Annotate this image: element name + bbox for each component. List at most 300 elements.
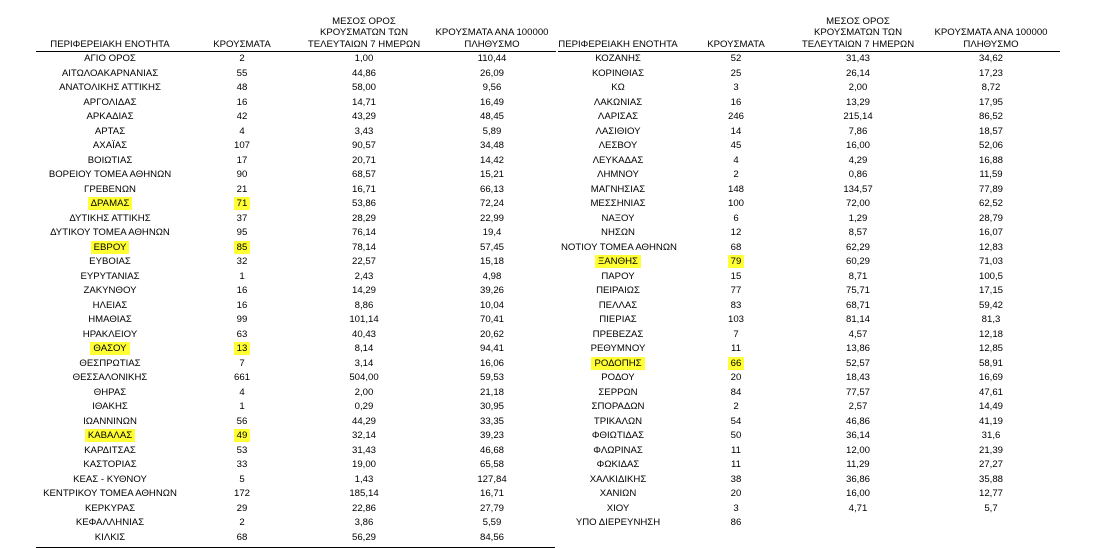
cases-header: ΚΡΟΥΣΜΑΤΑ — [707, 38, 765, 50]
avg7-cell: 62,29 — [845, 241, 870, 253]
avg7-cell: 77,57 — [845, 386, 870, 398]
avg7-cell: 78,14 — [351, 241, 376, 253]
table-row — [558, 110, 1060, 125]
cases-cell: 16 — [236, 299, 248, 311]
avg7-cell: 0,86 — [848, 169, 868, 180]
avg7-cell: 185,14 — [349, 488, 379, 499]
cases-cell: 107 — [233, 140, 250, 151]
per100k-cell: 21,18 — [479, 386, 504, 398]
avg7-cell: 32,14 — [351, 430, 376, 441]
avg7-cell: 44,86 — [351, 67, 376, 79]
avg7-cell: 44,29 — [351, 415, 376, 427]
avg7-cell: 1,00 — [354, 53, 374, 64]
table-row — [558, 212, 1060, 227]
left-table-header — [36, 7, 556, 52]
table-row — [36, 139, 556, 154]
per100k-cell: 81,3 — [981, 314, 1001, 325]
per100k-cell: 5,59 — [482, 517, 502, 528]
region-cell: ΖΑΚΥΝΘΟΥ — [83, 285, 137, 296]
table-row — [558, 415, 1060, 430]
cases-cell: 86 — [730, 517, 742, 528]
table-row — [558, 299, 1060, 314]
per100k-cell: 14,42 — [479, 154, 504, 166]
cases-cell: 2 — [733, 401, 739, 412]
table-row — [558, 255, 1060, 270]
avg7-cell: 14,71 — [351, 96, 376, 108]
region-cell: ΧΑΛΚΙΔΙΚΗΣ — [589, 473, 647, 485]
table-row — [36, 313, 556, 328]
table-row — [558, 313, 1060, 328]
cases-cell: 66 — [678, 357, 794, 372]
cases-cell: 12 — [730, 227, 742, 238]
cases-cell: 20 — [730, 488, 742, 499]
avg7-cell: 19,00 — [351, 459, 376, 470]
cases-cell: 1 — [239, 401, 245, 412]
table-row — [36, 183, 556, 198]
cases-cell: 14 — [730, 125, 742, 137]
table-row — [558, 487, 1060, 502]
region-cell: ΚΑΣΤΟΡΙΑΣ — [83, 459, 137, 470]
table-row — [558, 270, 1060, 285]
cases-cell: 11 — [731, 343, 741, 354]
cases-cell: 16 — [730, 96, 742, 108]
cases-cell: 11 — [731, 444, 741, 456]
region-cell: ΒΟΙΩΤΙΑΣ — [87, 154, 133, 166]
per100k-cell: 20,62 — [479, 328, 504, 340]
avg7-cell: 81,14 — [845, 314, 870, 325]
region-cell: ΧΙΟΥ — [606, 502, 630, 514]
region-cell: ΛΗΜΝΟΥ — [597, 169, 639, 180]
region-cell: ΚΕΑΣ - ΚΥΘΝΟΥ — [73, 473, 147, 485]
avg7-cell: 68,57 — [351, 169, 376, 180]
table-row — [558, 284, 1060, 299]
per100k-cell: 12,77 — [978, 488, 1003, 499]
per100k-cell: 59,53 — [479, 372, 504, 383]
cases-cell: 4 — [733, 154, 739, 166]
per100k-cell: 26,09 — [479, 67, 504, 79]
left-table-body — [36, 52, 556, 545]
table-row — [558, 52, 1060, 67]
avg7-cell: 1,43 — [354, 473, 374, 485]
region-cell: ΗΛΕΙΑΣ — [92, 299, 128, 311]
per100k-cell: 17,23 — [978, 67, 1003, 79]
cases-cell: 55 — [236, 67, 248, 79]
region-cell: ΑΝΑΤΟΛΙΚΗΣ ΑΤΤΙΚΗΣ — [59, 82, 161, 93]
per100k-cell: 12,83 — [978, 241, 1003, 253]
cases-cell: 1 — [239, 270, 245, 282]
per100k-cell: 41,19 — [978, 415, 1003, 427]
cases-cell: 11 — [731, 459, 741, 470]
per100k-cell: 12,85 — [978, 343, 1003, 354]
region-cell: ΑΡΤΑΣ — [94, 125, 126, 137]
table-row — [558, 168, 1060, 183]
per100k-cell: 84,56 — [479, 531, 504, 543]
region-cell: ΚΕΦΑΛΛΗΝΙΑΣ — [75, 517, 145, 528]
right-table-header — [558, 7, 1060, 52]
table-row — [558, 502, 1060, 517]
cases-cell: 56 — [236, 415, 248, 427]
per100k-cell: 66,13 — [479, 183, 504, 195]
table-row — [36, 125, 556, 140]
per100k-cell: 100,5 — [978, 270, 1003, 282]
table-row — [36, 444, 556, 459]
avg7-cell: 56,29 — [351, 531, 376, 543]
table-row — [558, 342, 1060, 357]
cases-cell: 5 — [239, 473, 245, 485]
avg7-cell: 4,71 — [848, 502, 868, 514]
region-cell: ΚΩ — [611, 82, 625, 93]
region-cell: ΘΗΡΑΣ — [93, 386, 127, 398]
table-row — [36, 516, 556, 531]
per100k-cell: 46,68 — [479, 444, 504, 456]
per100k-cell: 110,44 — [477, 53, 507, 64]
region-cell: ΔΥΤΙΚΟΥ ΤΟΜΕΑ ΑΘΗΝΩΝ — [50, 227, 170, 238]
per100k-cell: 39,23 — [479, 430, 504, 441]
table-row — [558, 429, 1060, 444]
per100k-cell: 21,39 — [978, 444, 1003, 456]
table-row — [558, 400, 1060, 415]
region-cell: ΝΟΤΙΟΥ ΤΟΜΕΑ ΑΘΗΝΩΝ — [561, 241, 677, 253]
per100k-cell: 16,49 — [479, 96, 504, 108]
avg7-cell: 2,43 — [354, 270, 374, 282]
cases-cell: 50 — [730, 430, 742, 441]
right-table — [558, 7, 1060, 531]
region-cell: ΛΕΣΒΟΥ — [598, 140, 638, 151]
region-cell: ΠΕΙΡΑΙΩΣ — [596, 285, 640, 296]
cases-cell: 45 — [730, 140, 742, 151]
per100k-cell: 65,58 — [479, 459, 504, 470]
cases-cell: 48 — [236, 82, 248, 93]
avg7-cell: 58,00 — [351, 82, 376, 93]
avg7-cell: 22,86 — [351, 502, 376, 514]
cases-cell: 63 — [236, 328, 248, 340]
table-row — [36, 52, 556, 67]
cases-cell: 77 — [730, 285, 742, 296]
per100k-cell: 17,95 — [978, 96, 1003, 108]
region-cell: ΝΗΣΩΝ — [601, 227, 635, 238]
region-cell: ΡΟΔΟΠΗΣ — [558, 357, 678, 372]
per100k-cell: 16,88 — [978, 154, 1003, 166]
avg7-cell: 2,00 — [848, 82, 868, 93]
cases-cell: 71 — [184, 197, 300, 212]
avg7-cell: 4,29 — [848, 154, 868, 166]
region-cell: ΞΑΝΘΗΣ — [558, 255, 678, 270]
region-cell: ΡΕΘΥΜΝΟΥ — [590, 343, 646, 354]
avg7-cell: 22,57 — [351, 256, 376, 267]
cases-cell: 172 — [233, 488, 250, 499]
avg7-cell: 7,86 — [848, 125, 868, 137]
table-row — [36, 415, 556, 430]
per100k-cell: 12,18 — [978, 328, 1003, 340]
cases-cell: 661 — [233, 372, 250, 383]
avg7-cell: 13,29 — [845, 96, 870, 108]
table-row — [36, 429, 556, 444]
table-row — [558, 67, 1060, 82]
cases-cell: 29 — [236, 502, 248, 514]
cases-cell: 49 — [184, 429, 300, 444]
cases-cell: 90 — [236, 169, 248, 180]
avg7-cell: 16,00 — [845, 140, 870, 151]
region-cell: ΑΡΓΟΛΙΔΑΣ — [83, 96, 137, 108]
region-cell: ΚΟΖΑΝΗΣ — [595, 53, 641, 64]
region-cell: ΚΑΒΑΛΑΣ — [36, 429, 184, 444]
per100k-cell: 16,71 — [479, 488, 504, 499]
avg7-cell: 46,86 — [845, 415, 870, 427]
avg7-cell: 40,43 — [351, 328, 376, 340]
avg7-cell: 8,86 — [354, 299, 374, 311]
per100k-cell: 28,79 — [978, 212, 1003, 224]
per100k-cell: 17,15 — [978, 285, 1003, 296]
cases-cell: 68 — [236, 531, 248, 543]
avg7-cell: 43,29 — [351, 111, 376, 122]
region-cell: ΠΡΕΒΕΖΑΣ — [592, 328, 644, 340]
per100k-cell: 16,69 — [978, 372, 1003, 383]
region-cell: ΠΙΕΡΙΑΣ — [599, 314, 637, 325]
avg7-cell: 101,14 — [349, 314, 379, 325]
per100k-cell: 18,57 — [978, 125, 1003, 137]
region-cell: ΒΟΡΕΙΟΥ ΤΟΜΕΑ ΑΘΗΝΩΝ — [48, 169, 172, 180]
per100k-cell: 34,62 — [978, 53, 1003, 64]
table-row — [36, 502, 556, 517]
avg7-cell: 3,14 — [354, 357, 374, 369]
table-row — [36, 67, 556, 82]
per100k-cell: 34,48 — [479, 140, 504, 151]
avg7-cell: 76,14 — [351, 227, 376, 238]
per100k-cell: 14,49 — [978, 401, 1003, 412]
cases-cell: 13 — [184, 342, 300, 357]
region-cell: ΧΑΝΙΩΝ — [599, 488, 637, 499]
cases-cell: 17 — [236, 154, 248, 166]
cases-cell: 100 — [727, 198, 744, 209]
region-cell: ΚΕΡΚΥΡΑΣ — [84, 502, 135, 514]
cases-cell: 85 — [184, 241, 300, 256]
region-cell: ΦΩΚΙΔΑΣ — [596, 459, 640, 470]
table-row — [558, 154, 1060, 169]
cases-cell: 7 — [239, 357, 245, 369]
avg7-cell: 31,43 — [845, 53, 870, 64]
table-row — [36, 400, 556, 415]
table-row — [36, 299, 556, 314]
table-row — [558, 371, 1060, 386]
avg7-cell: 20,71 — [351, 154, 376, 166]
region-cell: ΑΙΤΩΛΟΑΚΑΡΝΑΝΙΑΣ — [61, 67, 159, 79]
region-cell: ΥΠΟ ΔΙΕΡΕΥΝΗΣΗ — [575, 517, 661, 528]
avg7-cell: 504,00 — [349, 372, 379, 383]
per100k-cell: 70,41 — [479, 314, 504, 325]
avg7-cell: 11,29 — [846, 459, 870, 470]
per100k-cell: 19,4 — [482, 227, 502, 238]
per100k-cell: 15,18 — [479, 256, 504, 267]
table-row — [558, 183, 1060, 198]
cases-cell: 54 — [730, 415, 742, 427]
table-row — [558, 473, 1060, 488]
cases-cell: 2 — [239, 517, 245, 528]
table-row — [558, 197, 1060, 212]
cases-cell: 52 — [730, 53, 742, 64]
region-cell: ΔΥΤΙΚΗΣ ΑΤΤΙΚΗΣ — [69, 212, 151, 224]
cases-cell: 15 — [730, 270, 742, 282]
avg7-cell: 90,57 — [351, 140, 376, 151]
per100k-cell: 27,27 — [978, 459, 1003, 470]
per100k-cell: 71,03 — [978, 256, 1003, 267]
region-cell: ΠΑΡΟΥ — [601, 270, 635, 282]
table-row — [36, 357, 556, 372]
region-cell: ΘΕΣΠΡΩΤΙΑΣ — [79, 357, 141, 369]
table-row — [36, 168, 556, 183]
left-table — [36, 7, 556, 545]
per100k-cell: 16,07 — [978, 227, 1003, 238]
avg7-header: ΜΕΣΟΣ ΟΡΟΣ ΚΡΟΥΣΜΑΤΩΝ ΤΩΝ ΤΕΛΕΥΤΑΙΩΝ 7 ΗΜΕΡΩΝ — [801, 16, 915, 50]
region-cell: ΑΡΚΑΔΙΑΣ — [86, 111, 134, 122]
region-cell: ΜΕΣΣΗΝΙΑΣ — [590, 198, 646, 209]
cases-cell: 42 — [236, 111, 248, 122]
region-cell: ΗΡΑΚΛΕΙΟΥ — [82, 328, 138, 340]
per100k-cell: 27,79 — [479, 502, 504, 514]
cases-cell: 79 — [678, 255, 794, 270]
per100k-cell: 52,06 — [978, 140, 1003, 151]
per100k-cell: 5,7 — [984, 502, 998, 514]
table-row — [36, 328, 556, 343]
avg7-cell: 3,86 — [354, 517, 374, 528]
per100k-cell: 15,21 — [479, 169, 504, 180]
cases-cell: 3 — [733, 502, 739, 514]
avg7-cell: 3,43 — [354, 125, 374, 137]
cases-cell: 83 — [730, 299, 742, 311]
per100k-cell: 62,52 — [978, 198, 1003, 209]
avg7-cell: 4,57 — [848, 328, 868, 340]
per100k-cell: 48,45 — [479, 111, 504, 122]
table-row — [36, 81, 556, 96]
table-row — [36, 284, 556, 299]
per100k-cell: 33,35 — [479, 415, 504, 427]
per100k-header: ΚΡΟΥΣΜΑΤΑ ΑΝΑ 100000 ΠΛΗΘΥΣΜΟ — [435, 27, 549, 50]
per100k-cell: 5,89 — [482, 125, 502, 137]
table-row — [558, 444, 1060, 459]
region-cell: ΚΟΡΙΝΘΙΑΣ — [591, 67, 645, 79]
region-cell: ΚΑΡΔΙΤΣΑΣ — [84, 444, 136, 456]
per100k-cell: 58,91 — [978, 357, 1003, 369]
region-cell: ΛΑΡΙΣΑΣ — [597, 111, 639, 122]
table-row — [558, 328, 1060, 343]
cases-cell: 103 — [727, 314, 744, 325]
per100k-cell: 30,95 — [479, 401, 504, 412]
region-cell: ΚΙΛΚΙΣ — [94, 531, 126, 543]
per100k-cell: 4,98 — [482, 270, 502, 282]
per100k-cell: 127,84 — [477, 473, 507, 485]
avg7-cell: 36,14 — [845, 430, 870, 441]
cases-cell: 16 — [236, 96, 248, 108]
cases-cell: 25 — [730, 67, 742, 79]
table-row — [558, 226, 1060, 241]
region-cell: ΦΛΩΡΙΝΑΣ — [593, 444, 643, 456]
avg7-cell: 53,86 — [351, 198, 376, 209]
avg7-cell: 2,00 — [354, 386, 374, 398]
per100k-cell: 35,88 — [978, 473, 1003, 485]
per100k-cell: 22,99 — [479, 212, 504, 224]
per100k-cell: 72,24 — [479, 198, 504, 209]
per100k-cell — [922, 516, 1060, 531]
per100k-cell: 59,42 — [978, 299, 1003, 311]
avg7-cell: 134,57 — [843, 183, 873, 195]
per100k-cell: 8,72 — [981, 82, 1001, 93]
table-row — [36, 197, 556, 212]
region-cell: ΘΑΣΟΥ — [36, 342, 184, 357]
cases-cell: 38 — [730, 473, 742, 485]
table-row — [558, 357, 1060, 372]
table-row — [558, 386, 1060, 401]
cases-cell: 37 — [236, 212, 248, 224]
cases-cell: 6 — [733, 212, 739, 224]
region-cell: ΓΡΕΒΕΝΩΝ — [84, 183, 136, 195]
per100k-cell: 47,61 — [978, 386, 1003, 398]
cases-cell: 84 — [730, 386, 742, 398]
avg7-cell: 36,86 — [845, 473, 870, 485]
cases-cell: 53 — [236, 444, 248, 456]
table-row — [36, 255, 556, 270]
cases-cell: 68 — [730, 241, 742, 253]
cases-cell: 246 — [727, 111, 744, 122]
avg7-cell: 26,14 — [845, 67, 870, 79]
avg7-cell: 18,43 — [845, 372, 870, 383]
region-cell: ΣΕΡΡΩΝ — [598, 386, 638, 398]
avg7-cell: 8,14 — [354, 343, 374, 354]
cases-cell: 21 — [236, 183, 248, 195]
table-row — [36, 371, 556, 386]
per100k-cell: 57,45 — [479, 241, 504, 253]
avg7-cell: 215,14 — [843, 111, 873, 122]
cases-cell: 7 — [733, 328, 739, 340]
table-row — [36, 226, 556, 241]
table-row — [558, 125, 1060, 140]
avg7-cell: 12,00 — [845, 444, 870, 456]
table-row — [36, 241, 556, 256]
region-header: ΠΕΡΙΦΕΡΕΙΑΚΗ ΕΝΟΤΗΤΑ — [558, 38, 678, 50]
region-header: ΠΕΡΙΦΕΡΕΙΑΚΗ ΕΝΟΤΗΤΑ — [50, 38, 170, 50]
table-row — [558, 96, 1060, 111]
region-cell: ΡΟΔΟΥ — [601, 372, 635, 383]
avg7-cell: 8,57 — [848, 227, 868, 238]
table-row — [558, 241, 1060, 256]
cases-cell: 33 — [236, 459, 248, 470]
per100k-cell: 39,26 — [479, 285, 504, 296]
per100k-cell: 77,89 — [978, 183, 1003, 195]
avg7-cell: 2,57 — [848, 401, 868, 412]
avg7-cell: 1,29 — [848, 212, 868, 224]
table-row — [36, 458, 556, 473]
avg7-cell: 0,29 — [354, 401, 374, 412]
per100k-cell: 16,06 — [479, 357, 504, 369]
per100k-cell: 9,56 — [482, 82, 502, 93]
table-row — [36, 270, 556, 285]
region-cell: ΝΑΞΟΥ — [601, 212, 635, 224]
cases-cell: 3 — [733, 82, 739, 93]
region-cell: ΦΘΙΩΤΙΔΑΣ — [591, 430, 645, 441]
region-cell: ΛΑΚΩΝΙΑΣ — [593, 96, 643, 108]
table-row — [558, 139, 1060, 154]
avg7-cell — [794, 516, 922, 531]
table-row — [36, 212, 556, 227]
per100k-cell: 31,6 — [981, 430, 1001, 441]
table-row — [36, 487, 556, 502]
cases-cell: 99 — [236, 314, 248, 325]
region-cell: ΛΑΣΙΘΙΟΥ — [595, 125, 641, 137]
region-cell: ΤΡΙΚΑΛΩΝ — [593, 415, 643, 427]
region-cell: ΚΕΝΤΡΙΚΟΥ ΤΟΜΕΑ ΑΘΗΝΩΝ — [43, 488, 177, 499]
avg7-cell: 31,43 — [351, 444, 376, 456]
table-row — [36, 473, 556, 488]
cases-cell: 4 — [239, 386, 245, 398]
region-cell: ΜΑΓΝΗΣΙΑΣ — [590, 183, 646, 195]
